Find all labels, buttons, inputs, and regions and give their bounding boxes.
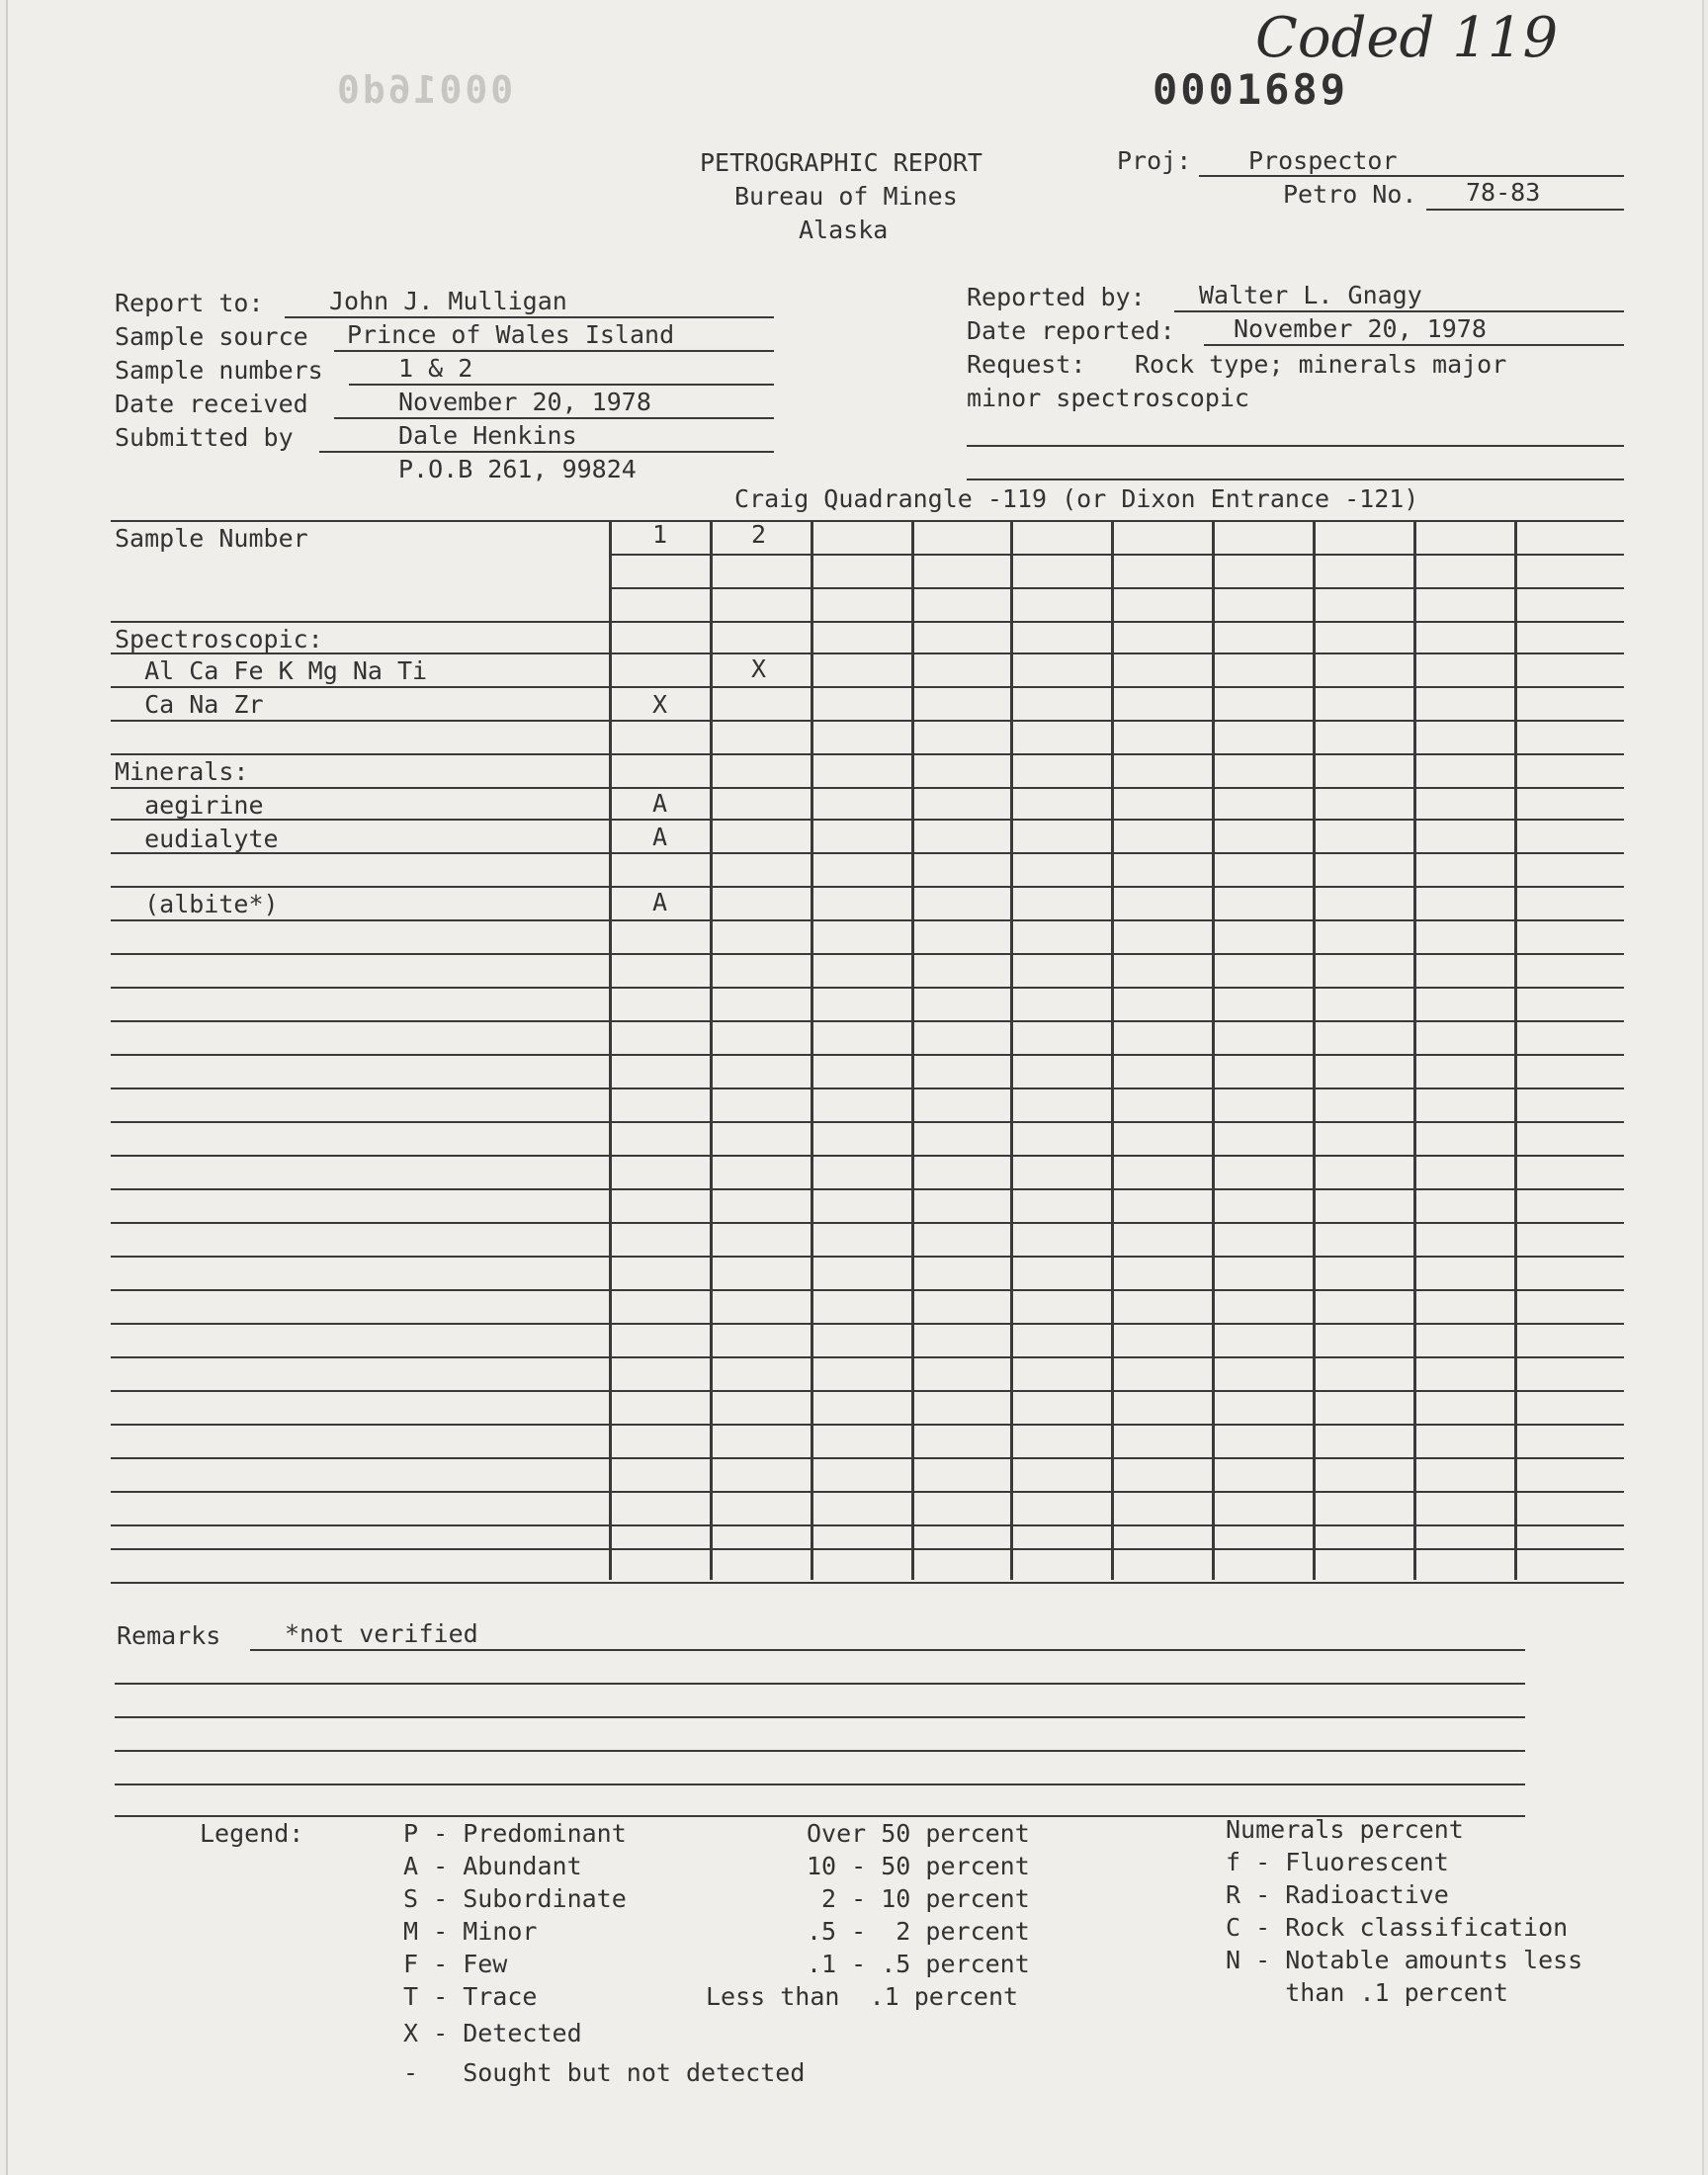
report-to-label: Report to:: [115, 289, 264, 317]
legend-range: .5 - 2 percent: [807, 1917, 1030, 1946]
petro-underline: [1426, 209, 1624, 211]
legend-note: than .1 percent: [1226, 1978, 1508, 2007]
column-divider: [1413, 520, 1416, 1580]
table-rule: [111, 1222, 1624, 1224]
column-divider: [1010, 520, 1013, 1580]
table-cell: A: [652, 823, 668, 851]
sample-numbers-value: 1 & 2: [398, 354, 473, 383]
field-underline: [334, 350, 774, 352]
legend-code: A - Abundant: [403, 1852, 582, 1880]
table-row-label: Spectroscopic:: [115, 625, 323, 653]
legend-code: X - Detected: [403, 2019, 582, 2047]
remarks-rule: [115, 1750, 1525, 1752]
table-rule: [609, 554, 1624, 556]
table-rule: [111, 1524, 1624, 1526]
remarks-label: Remarks: [117, 1621, 221, 1650]
sample-numbers-label: Sample numbers: [115, 356, 323, 385]
table-rule: [111, 621, 1624, 623]
remarks-rule: [250, 1649, 1525, 1651]
table-rule: [111, 686, 1624, 688]
table-row-label: Ca Na Zr: [115, 690, 264, 719]
table-cell: A: [652, 888, 668, 916]
reported-by-label: Reported by:: [967, 283, 1146, 311]
table-rule: [111, 1188, 1624, 1190]
bleed-through-number: 00016d0: [334, 68, 514, 112]
field-underline: [334, 417, 774, 419]
table-cell: X: [652, 690, 668, 719]
submitter-address: P.O.B 261, 99824: [398, 455, 637, 483]
proj-underline: [1199, 175, 1624, 177]
table-rule: [111, 886, 1624, 888]
table-rule: [111, 1390, 1624, 1392]
field-underline: [285, 316, 774, 318]
table-rule: [111, 819, 1624, 821]
table-row-label: Al Ca Fe K Mg Na Ti: [115, 656, 428, 685]
legend-code: S - Subordinate: [403, 1884, 627, 1913]
table-rule: [111, 919, 1624, 921]
legend-code: P - Predominant: [403, 1819, 627, 1848]
table-rule: [111, 1121, 1624, 1123]
table-cell: X: [751, 654, 767, 683]
table-rule: [111, 1356, 1624, 1358]
submitted-by-label: Submitted by: [115, 423, 294, 452]
legend-note: R - Radioactive: [1226, 1880, 1449, 1909]
legend-range: 10 - 50 percent: [807, 1852, 1030, 1880]
legend-range: Less than .1 percent: [706, 1982, 1019, 2011]
table-row-label: Minerals:: [115, 757, 249, 786]
legend-note: C - Rock classification: [1226, 1913, 1569, 1942]
table-rule: [111, 1323, 1624, 1325]
quadrangle-note: Craig Quadrangle -119 (or Dixon Entrance -121): [734, 484, 1419, 513]
column-divider: [710, 520, 713, 1580]
remarks-rule: [115, 1683, 1525, 1685]
column-header: 1: [652, 520, 668, 549]
date-reported-label: Date reported:: [967, 316, 1175, 345]
request-value-cont: minor spectroscopic: [967, 384, 1249, 412]
sample-number-header: Sample Number: [115, 524, 308, 553]
table-rule: [111, 1088, 1624, 1089]
field-underline: [1204, 344, 1624, 346]
table-rule: [111, 1457, 1624, 1459]
date-reported-value: November 20, 1978: [1234, 314, 1487, 343]
document-stamp-number: 0001689: [1153, 65, 1349, 114]
remarks-value: *not verified: [285, 1619, 478, 1648]
table-rule: [111, 1155, 1624, 1157]
table-bottom-rule: [111, 1582, 1624, 1584]
legend-note: N - Notable amounts less: [1226, 1946, 1583, 1974]
report-to-value: John J. Mulligan: [329, 287, 567, 315]
field-underline: [967, 478, 1624, 480]
petro-value: 78-83: [1466, 178, 1541, 207]
submitted-by-value: Dale Henkins: [398, 421, 577, 450]
table-rule: [111, 852, 1624, 854]
table-rule: [111, 953, 1624, 955]
table-rule: [111, 1054, 1624, 1056]
legend-label: Legend:: [200, 1819, 304, 1848]
table-rule: [111, 987, 1624, 989]
legend-note: Numerals percent: [1226, 1815, 1464, 1844]
table-rule: [111, 1424, 1624, 1426]
table-rule: [111, 720, 1624, 722]
handwritten-note: Coded 119: [1255, 6, 1559, 70]
legend-range: .1 - .5 percent: [807, 1950, 1030, 1978]
field-underline: [349, 384, 774, 386]
field-underline: [967, 445, 1624, 447]
table-rule: [111, 753, 1624, 755]
column-divider: [1313, 520, 1316, 1580]
petro-label: Petro No.: [1283, 180, 1417, 209]
sample-source-label: Sample source: [115, 322, 308, 351]
column-divider: [911, 520, 914, 1580]
legend-code: M - Minor: [403, 1917, 538, 1946]
legend-code: F - Few: [403, 1950, 508, 1978]
table-rule: [609, 587, 1624, 589]
remarks-rule: [115, 1716, 1525, 1718]
column-divider: [609, 520, 612, 1580]
report-page: [6, 0, 1704, 2175]
table-rule: [111, 652, 1624, 654]
table-rule: [111, 787, 1624, 789]
column-divider: [811, 520, 813, 1580]
request-label: Request:: [967, 350, 1086, 379]
report-location: Alaska: [799, 216, 889, 244]
table-rule: [111, 1256, 1624, 1258]
table-rule: [111, 1289, 1624, 1291]
field-underline: [319, 451, 774, 453]
remarks-rule: [115, 1784, 1525, 1785]
proj-label: Proj:: [1117, 146, 1192, 175]
table-row-label: eudialyte: [115, 825, 279, 853]
table-cell: A: [652, 789, 668, 818]
table-top-rule: [111, 520, 1624, 522]
column-divider: [1111, 520, 1114, 1580]
reported-by-value: Walter L. Gnagy: [1199, 281, 1422, 309]
legend-range: Over 50 percent: [807, 1819, 1030, 1848]
proj-value: Prospector: [1248, 146, 1398, 175]
date-received-value: November 20, 1978: [398, 388, 651, 416]
request-value: Rock type; minerals major: [1135, 350, 1507, 379]
report-subtitle: Bureau of Mines: [734, 182, 958, 211]
date-received-label: Date received: [115, 390, 308, 418]
legend-range: 2 - 10 percent: [807, 1884, 1030, 1913]
table-row-label: (albite*): [115, 890, 279, 918]
field-underline: [1174, 310, 1624, 312]
legend-note: f - Fluorescent: [1226, 1848, 1449, 1876]
legend-code: - Sought but not detected: [403, 2058, 806, 2087]
sample-source-value: Prince of Wales Island: [347, 320, 675, 349]
report-title: PETROGRAPHIC REPORT: [700, 148, 982, 177]
column-divider: [1212, 520, 1215, 1580]
table-row-label: aegirine: [115, 791, 264, 820]
table-rule: [111, 1491, 1624, 1493]
legend-code: T - Trace: [403, 1982, 538, 2011]
table-rule: [111, 1548, 1624, 1550]
table-rule: [111, 1020, 1624, 1022]
column-divider: [1514, 520, 1517, 1580]
column-header: 2: [751, 520, 767, 549]
